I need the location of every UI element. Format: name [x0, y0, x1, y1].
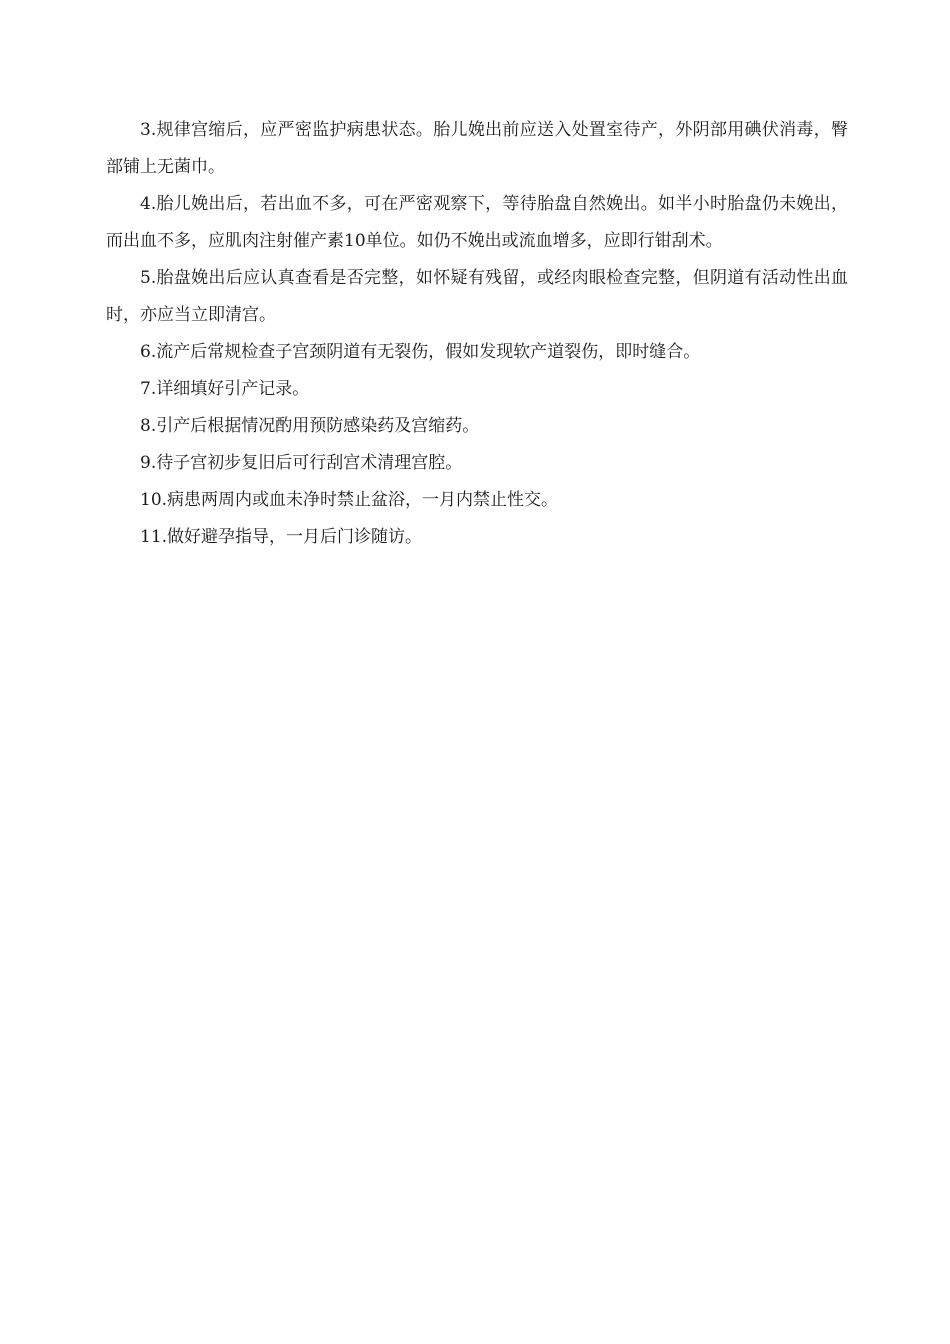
paragraph-item-7: 7.详细填好引产记录。 — [140, 379, 310, 399]
paragraph-item-5: 5.胎盘娩出后应认真查看是否完整，如怀疑有残留，或经肉眼检查完整，但阴道有活动性出血时，亦应当立即清宫。 — [106, 268, 848, 325]
paragraph-item-3: 3.规律宫缩后，应严密监护病患状态。胎儿娩出前应送入处置室待产，外阴部用碘伏消毒，臀部铺上无菌巾。 — [106, 120, 848, 177]
paragraph-item-10: 10.病患两周内或血未净时禁止盆浴，一月内禁止性交。 — [140, 490, 559, 510]
paragraph-item-6: 6.流产后常规检查子宫颈阴道有无裂伤，假如发现软产道裂伤，即时缝合。 — [140, 342, 701, 362]
paragraph-item-11: 11.做好避孕指导，一月后门诊随访。 — [140, 527, 423, 547]
paragraph-item-4: 4.胎儿娩出后，若出血不多，可在严密观察下，等待胎盘自然娩出。如半小时胎盘仍未娩出，而出血不多，应肌肉注射催产素10单位。如仍不娩出或流血增多，应即行钳刮术。 — [106, 194, 848, 251]
document-body — [106, 112, 848, 556]
paragraph-item-9: 9.待子宫初步复旧后可行刮宫术清理宫腔。 — [140, 453, 463, 473]
paragraph-item-8: 8.引产后根据情况酌用预防感染药及宫缩药。 — [140, 416, 480, 436]
